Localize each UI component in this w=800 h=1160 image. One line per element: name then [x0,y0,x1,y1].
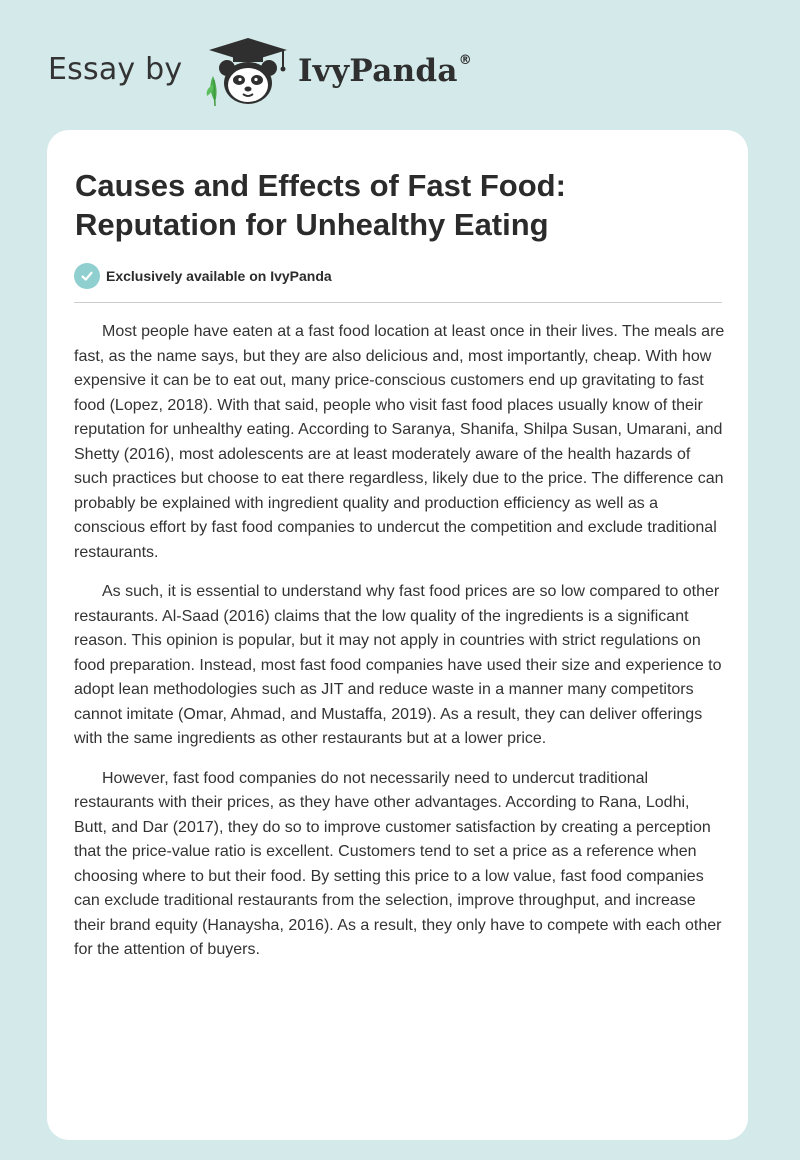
check-icon [74,263,100,289]
essay-body [74,320,726,978]
exclusive-badge [74,263,332,289]
site-header [48,36,748,106]
registered-mark: ® [458,52,473,68]
paragraph: Most people have eaten at a fast food location at least once in their lives. The meals are fast, as the name says, but they are also delicious and, most importantly, cheap. With how expensive it can be to eat out, many price-conscious customers end up gravitating to fast food (Lopez, 2018). With that said, people who visit fast food places usually know of their reputation for unhealthy eating. According to Saranya, Shanifa, Shilpa Susan, Umarani, and Shetty (2016), most adolescents are at least moderately aware of the health hazards of such practices but choose to eat there regardless, likely due to the price. The difference can probably be explained with ingredient quality and production efficiency as well as a conscious effort by fast food companies to undercut the competition and exclude traditional restaurants. [74,323,725,561]
divider [74,302,722,303]
ivypanda-logo-icon[interactable] [203,36,293,108]
paragraph: However, fast food companies do not necessarily need to undercut traditional restaurants with their prices, as they have other advantages. According to Rana, Lodhi, Butt, and Dar (2017), they do so to improve customer satisfaction by creating a perception that the price-value ratio is excellent. Customers tend to set a price as a reference when choosing where to but their food. By setting this price to a low value, fast food companies can exclude traditional restaurants from the selection, improve throughput, and increase their brand equity (Hanaysha, 2016). As a result, they only have to compete with each other for the attention of buyers. [74,769,722,958]
essay-card [47,130,748,1140]
paragraph: As such, it is essential to understand why fast food prices are so low compared to other restaurants. Al-Saad (2016) claims that the low quality of the ingredients is a significant reason. This opinion is popular, but it may not apply in countries with strict regulations on food preparation. Instead, most fast food companies have used their size and experience to adopt lean methodologies such as JIT and reduce waste in a manner many competitors cannot imitate (Omar, Ahmad, and Mustaffa, 2019). As a result, they can deliver offerings with the same ingredients as other restaurants but at a lower price. [74,583,722,747]
exclusive-label: Exclusively available on IvyPanda [106,268,332,284]
brand-name[interactable]: IvyPanda® [298,52,473,89]
essay-title: Causes and Effects of Fast Food: Reputation for Unhealthy Eating [75,168,566,242]
essay-by-label: Essay by [48,52,183,87]
